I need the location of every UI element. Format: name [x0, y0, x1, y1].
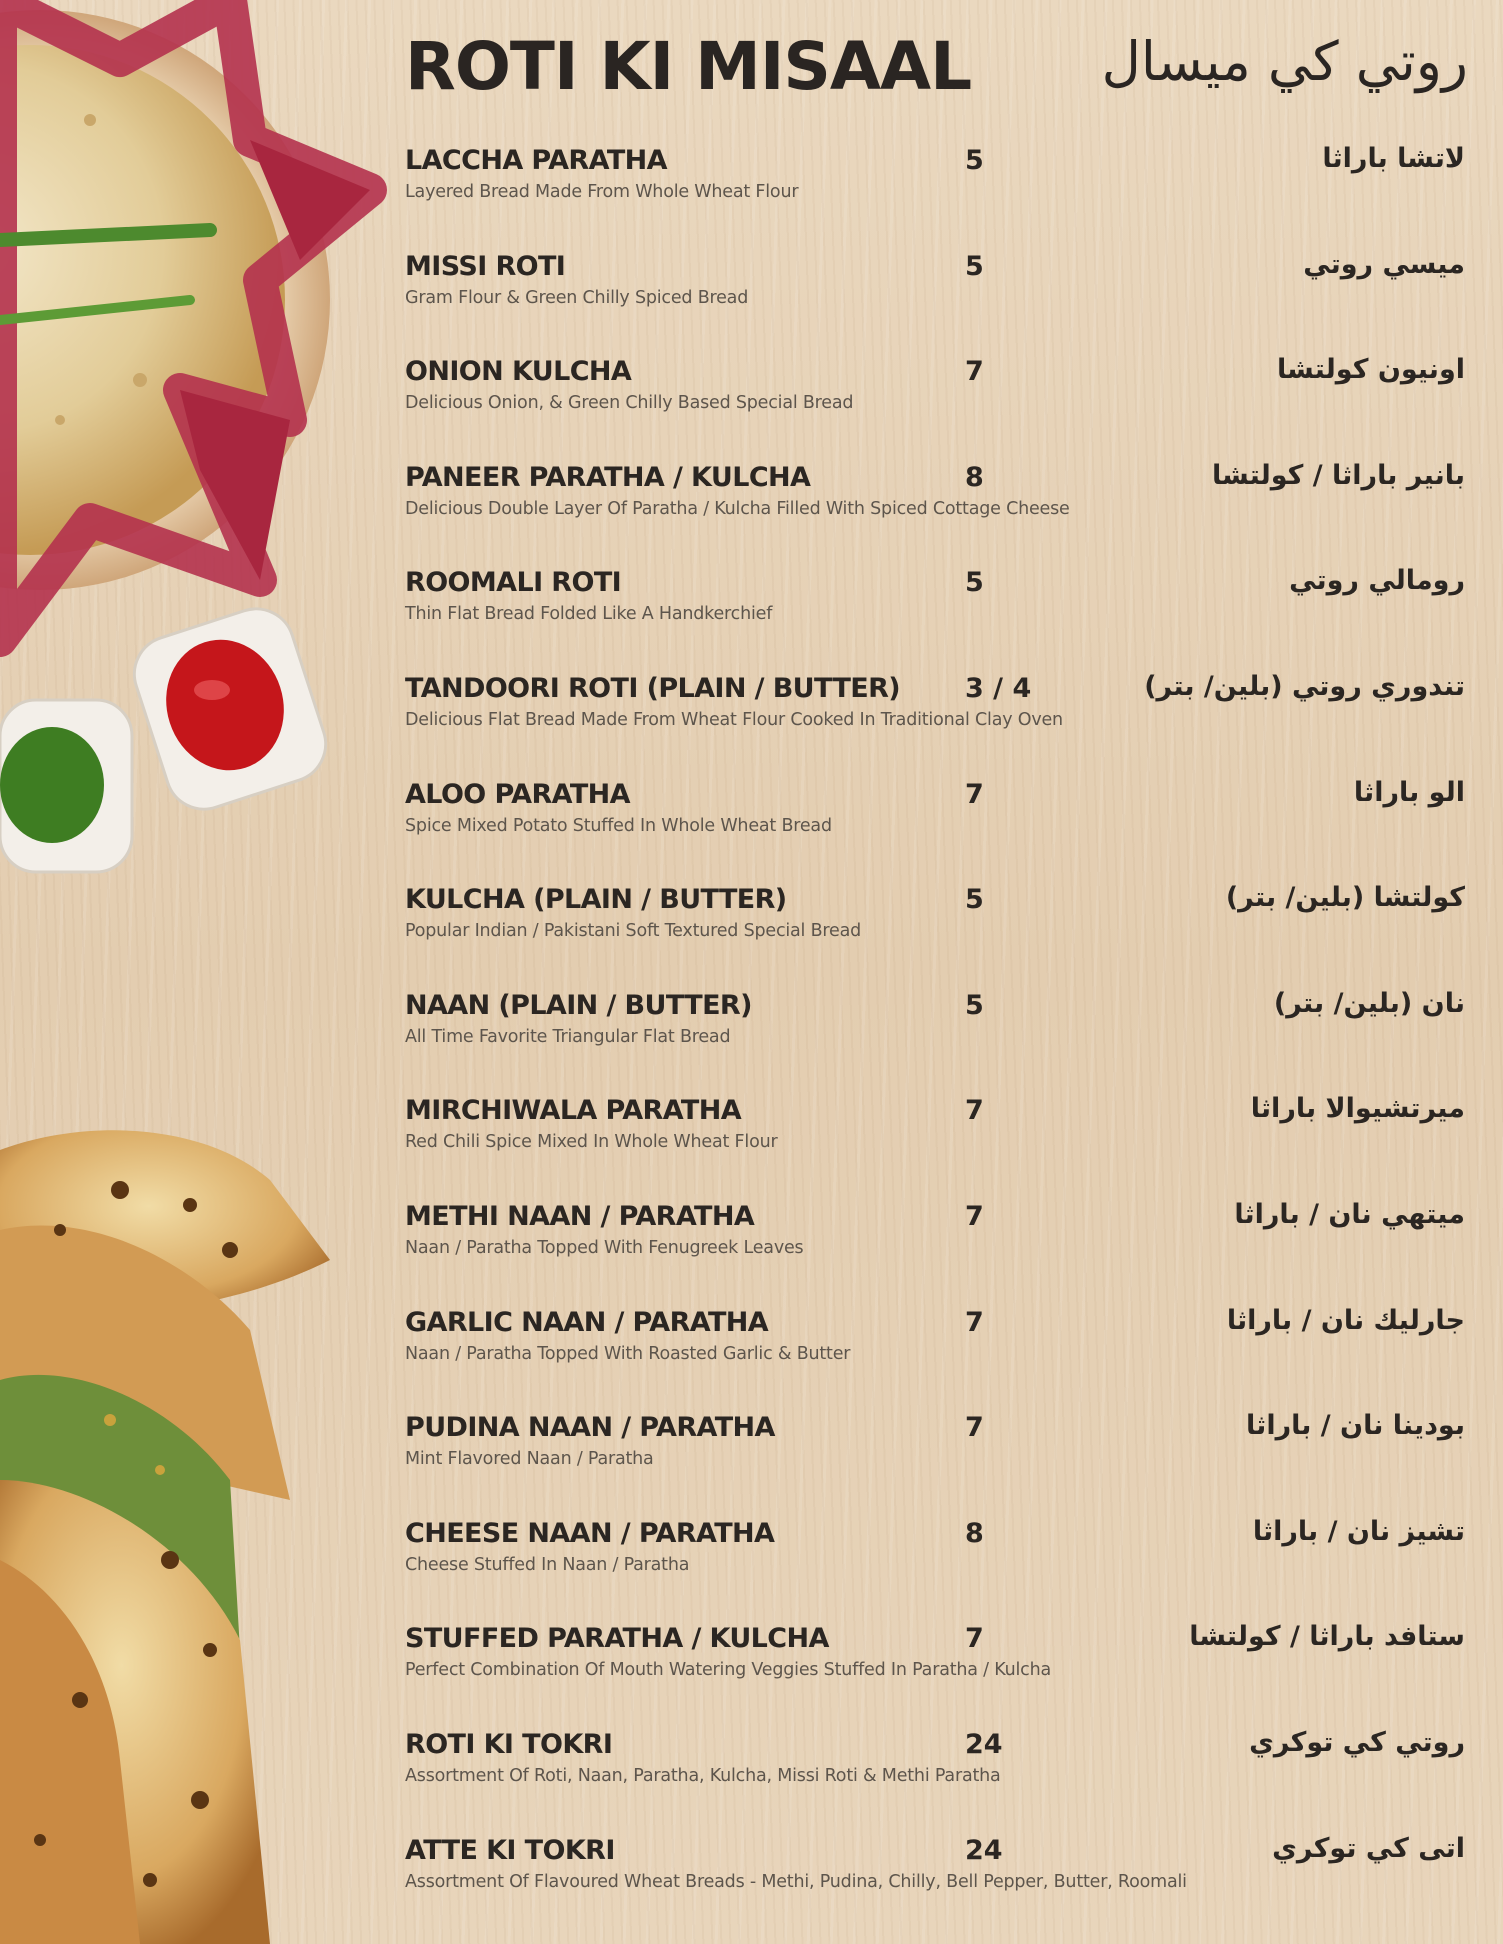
- item-price: 24: [965, 1834, 1003, 1866]
- item-description: Naan / Paratha Topped With Roasted Garlic & Butter: [405, 1343, 851, 1364]
- menu-item: [405, 1832, 1465, 1941]
- item-description: Naan / Paratha Topped With Fenugreek Leaves: [405, 1237, 804, 1258]
- item-description: Assortment Of Flavoured Wheat Breads - Methi, Pudina, Chilly, Bell Pepper, Butter, Roomali: [405, 1871, 1187, 1892]
- item-price: 8: [965, 1517, 984, 1549]
- item-price: 7: [965, 1200, 984, 1232]
- item-name: ALOO PARATHA: [405, 778, 630, 810]
- chutney-bowls: [0, 599, 335, 872]
- item-name-arabic: رومالي روتي: [1289, 565, 1465, 597]
- item-description: Delicious Flat Bread Made From Wheat Flour Cooked In Traditional Clay Oven: [405, 709, 1063, 730]
- menu-item: [405, 670, 1465, 779]
- menu-item: [405, 1623, 1465, 1729]
- item-name: PANEER PARATHA / KULCHA: [405, 461, 811, 493]
- item-name-arabic: روتي كي توكري: [1249, 1726, 1465, 1758]
- item-description: Delicious Onion, & Green Chilly Based Special Bread: [405, 393, 854, 414]
- item-name-arabic: نان (بلين/ بتر): [1273, 987, 1465, 1019]
- item-name-arabic: اتى كي توكري: [1272, 1832, 1465, 1864]
- item-description: Thin Flat Bread Folded Like A Handkerchief: [405, 604, 773, 625]
- menu-item: [405, 1515, 1465, 1624]
- item-name-arabic: اونيون كولتشا: [1277, 354, 1465, 386]
- menu-item: [405, 459, 1465, 568]
- item-name: GARLIC NAAN / PARATHA: [405, 1306, 769, 1338]
- menu-item: [405, 1095, 1465, 1201]
- menu-item: [405, 1726, 1465, 1835]
- menu-title: ROTI KI MISAAL: [405, 28, 972, 105]
- item-price: 8: [965, 461, 984, 493]
- item-price: 3 / 4: [965, 672, 1032, 704]
- item-name-arabic: لاتشا باراثا: [1322, 143, 1465, 174]
- item-name-arabic: ميرتشيوالا باراثا: [1250, 1093, 1465, 1125]
- item-name-arabic: ميتهي نان / باراثا: [1234, 1198, 1465, 1230]
- item-price: 7: [965, 1095, 984, 1127]
- menu-list: [405, 145, 1465, 1940]
- item-price: 5: [965, 884, 984, 916]
- item-description: Cheese Stuffed In Naan / Paratha: [405, 1554, 690, 1575]
- item-name: TANDOORI ROTI (PLAIN / BUTTER): [405, 672, 901, 704]
- item-name: METHI NAAN / PARATHA: [405, 1200, 755, 1232]
- item-name: ATTE KI TOKRI: [405, 1834, 615, 1866]
- item-name-arabic: ميسي روتي: [1303, 248, 1465, 280]
- menu-item: [405, 884, 1465, 990]
- item-name: KULCHA (PLAIN / BUTTER): [405, 884, 787, 916]
- item-description: Popular Indian / Pakistani Soft Textured Special Bread: [405, 921, 862, 942]
- menu-item: [405, 567, 1465, 673]
- item-price: 7: [965, 356, 984, 388]
- menu-item: [405, 1198, 1465, 1307]
- item-name: NAAN (PLAIN / BUTTER): [405, 989, 752, 1021]
- item-price: 5: [965, 989, 984, 1021]
- item-price: 24: [965, 1728, 1003, 1760]
- item-name: PUDINA NAAN / PARATHA: [405, 1412, 775, 1444]
- item-description: Gram Flour & Green Chilly Spiced Bread: [405, 287, 749, 308]
- menu-item: [405, 145, 1465, 251]
- item-description: Mint Flavored Naan / Paratha: [405, 1449, 654, 1470]
- food-photo-decoration: [0, 0, 400, 1944]
- item-name-arabic: تشيز نان / باراثا: [1252, 1515, 1465, 1547]
- menu-item: [405, 248, 1465, 357]
- menu-item: [405, 356, 1465, 462]
- plate-image: [0, 0, 370, 640]
- item-description: Assortment Of Roti, Naan, Paratha, Kulcha, Missi Roti & Methi Paratha: [405, 1765, 1001, 1786]
- menu-item: [405, 987, 1465, 1096]
- item-description: Spice Mixed Potato Stuffed In Whole Wheat Bread: [405, 815, 832, 836]
- bread-stack-image: [0, 1130, 330, 1944]
- menu-item: [405, 1412, 1465, 1518]
- item-name: CHEESE NAAN / PARATHA: [405, 1517, 775, 1549]
- menu-title-arabic: روتي كي ميسال: [1101, 30, 1468, 93]
- item-name-arabic: كولتشا (بلين/ بتر): [1225, 882, 1465, 914]
- item-price: 7: [965, 1306, 984, 1338]
- item-name: MIRCHIWALA PARATHA: [405, 1095, 742, 1127]
- item-name: ROTI KI TOKRI: [405, 1728, 613, 1760]
- item-name-arabic: جارليك نان / باراثا: [1226, 1304, 1465, 1336]
- item-name-arabic: تندوري روتي (بلين/ بتر): [1144, 670, 1465, 702]
- item-description: Perfect Combination Of Mouth Watering Veggies Stuffed In Paratha / Kulcha: [405, 1660, 1052, 1681]
- item-name: ONION KULCHA: [405, 356, 632, 388]
- item-price: 7: [965, 1623, 984, 1655]
- item-name-arabic: ستافد باراثا / كولتشا: [1189, 1621, 1465, 1653]
- item-description: Layered Bread Made From Whole Wheat Flour: [405, 182, 799, 202]
- item-name: MISSI ROTI: [405, 250, 566, 282]
- item-name: ROOMALI ROTI: [405, 567, 622, 599]
- item-price: 5: [965, 567, 984, 599]
- item-name-arabic: بودينا نان / باراثا: [1246, 1410, 1465, 1442]
- item-name: LACCHA PARATHA: [405, 145, 667, 176]
- menu-item: [405, 776, 1465, 885]
- item-price: 7: [965, 778, 984, 810]
- item-name: STUFFED PARATHA / KULCHA: [405, 1623, 829, 1655]
- menu-item: [405, 1304, 1465, 1413]
- item-price: 5: [965, 250, 984, 282]
- item-name-arabic: بانير باراثا / كولتشا: [1211, 459, 1465, 491]
- item-price: 5: [965, 145, 984, 176]
- item-price: 7: [965, 1412, 984, 1444]
- item-description: All Time Favorite Triangular Flat Bread: [405, 1026, 731, 1047]
- item-name-arabic: الو باراثا: [1353, 776, 1465, 808]
- item-description: Red Chili Spice Mixed In Whole Wheat Flour: [405, 1132, 778, 1153]
- item-description: Delicious Double Layer Of Paratha / Kulcha Filled With Spiced Cottage Cheese: [405, 498, 1070, 519]
